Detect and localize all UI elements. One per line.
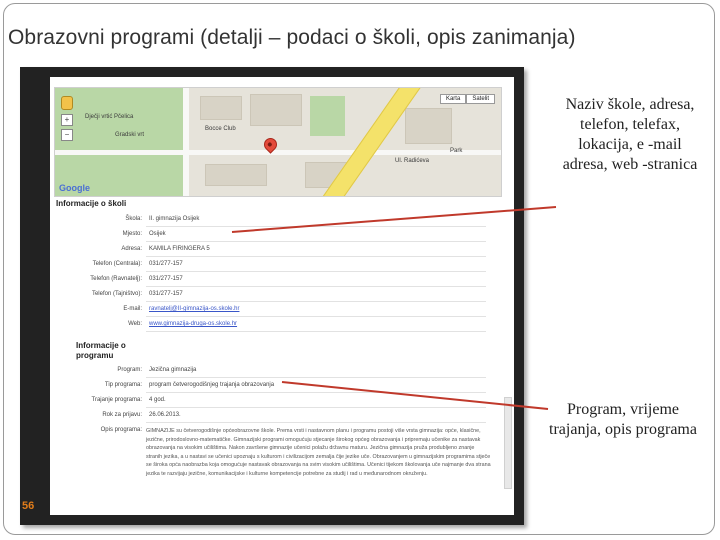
phone-principal: 031/277-157: [149, 276, 183, 282]
zoom-in-button[interactable]: +: [61, 114, 73, 126]
field-label: Tip programa:: [104, 382, 142, 388]
program-type: program četverogodišnjeg trajanja obrazovanja: [149, 382, 275, 388]
callout-program-info: Program, vrijeme trajanja, opis programa: [549, 401, 697, 438]
school-address: KAMILA FIRINGERA 5: [149, 246, 210, 252]
field-label: Telefon (Centrala):: [92, 261, 142, 267]
program-info-heading: Informacije o programu: [76, 341, 126, 360]
field-label: Telefon (Tajništvo):: [91, 291, 142, 297]
school-city: Osijek: [149, 231, 166, 237]
phone-secretary: 031/277-157: [149, 291, 183, 297]
phone-central: 031/277-157: [149, 261, 183, 267]
zoom-out-button[interactable]: −: [61, 129, 73, 141]
field-label: Web:: [128, 321, 142, 327]
map-view-button[interactable]: Karta: [440, 94, 466, 104]
field-label: Program:: [117, 367, 142, 373]
map-label: Park: [450, 148, 463, 154]
map-label: Ul. Radićeva: [395, 158, 430, 164]
callout-school-info: Naziv škole, adresa, telefon, telefax, lokacija, e -mail adresa, web -stranica: [562, 96, 698, 173]
application-deadline: 26.06.2013.: [149, 412, 181, 418]
field-label: E-mail:: [123, 306, 142, 312]
school-name: II. gimnazija Osijek: [149, 216, 200, 222]
slide-title: Obrazovni programi (detalji – podaci o školi, opis zanimanja): [8, 26, 576, 49]
program-description: GIMNAZIJE su četverogodišnje općeobrazovne škole. Prema vrsti i nastavnom planu i programu postoji više vrsta gimnazija: opće, klasične, jezične, prirodoslovno-matematičke. Gimnazijski programi omogućuju stjecanje širokog općeg obrazovanja i pripremaju učenike za nastavak obrazovanja na visokim učilištima. Nakon završene gimnazije učenici polažu državnu maturu. Jezična gimnazija pruža produbljeno znanje stranih jezika, a u nastavi se učenici upoznaju s kulturom i civilizacijom zemalja čije jezike uče. Obrazovanjem u gimnazijskim programima stječe se široka opća naobrazba koja omogućuje nastavak obrazovanja na svim visokim učilištima. Učenici tijekom školovanja uče najmanje dva strana jezika te razvijaju jezične, komunikacijske i kulturne kompetencije potrebne za studij i rad u međunarodnom okruženju.: [146, 428, 491, 477]
google-logo: Google: [59, 183, 90, 193]
arrow-program: [282, 382, 548, 409]
field-label: Trajanje programa:: [91, 397, 142, 403]
slide-number: 56: [22, 500, 35, 512]
website-link[interactable]: www.gimnazija-druga-os.skole.hr: [149, 321, 238, 327]
field-label: Adresa:: [121, 246, 142, 252]
program-name: Jezična gimnazija: [149, 367, 197, 373]
map-label: Gradski vrt: [115, 132, 145, 138]
map-label: Bocce Club: [205, 126, 236, 132]
email-link[interactable]: ravnatelj@II-gimnazija-os.skole.hr: [149, 306, 240, 312]
field-label: Telefon (Ravnatelj):: [90, 276, 142, 282]
field-label: Rok za prijavu:: [102, 412, 142, 418]
school-info-heading: Informacije o školi: [56, 199, 127, 208]
satellite-view-button[interactable]: Satelit: [466, 94, 495, 104]
field-label: Škola:: [125, 216, 142, 222]
map-label: Dječji vrtić Pčelica: [85, 114, 134, 120]
field-label: Mjesto:: [122, 231, 142, 237]
field-label: Opis programa:: [100, 427, 142, 433]
arrow-school: [232, 207, 556, 232]
program-duration: 4 god.: [149, 397, 166, 403]
